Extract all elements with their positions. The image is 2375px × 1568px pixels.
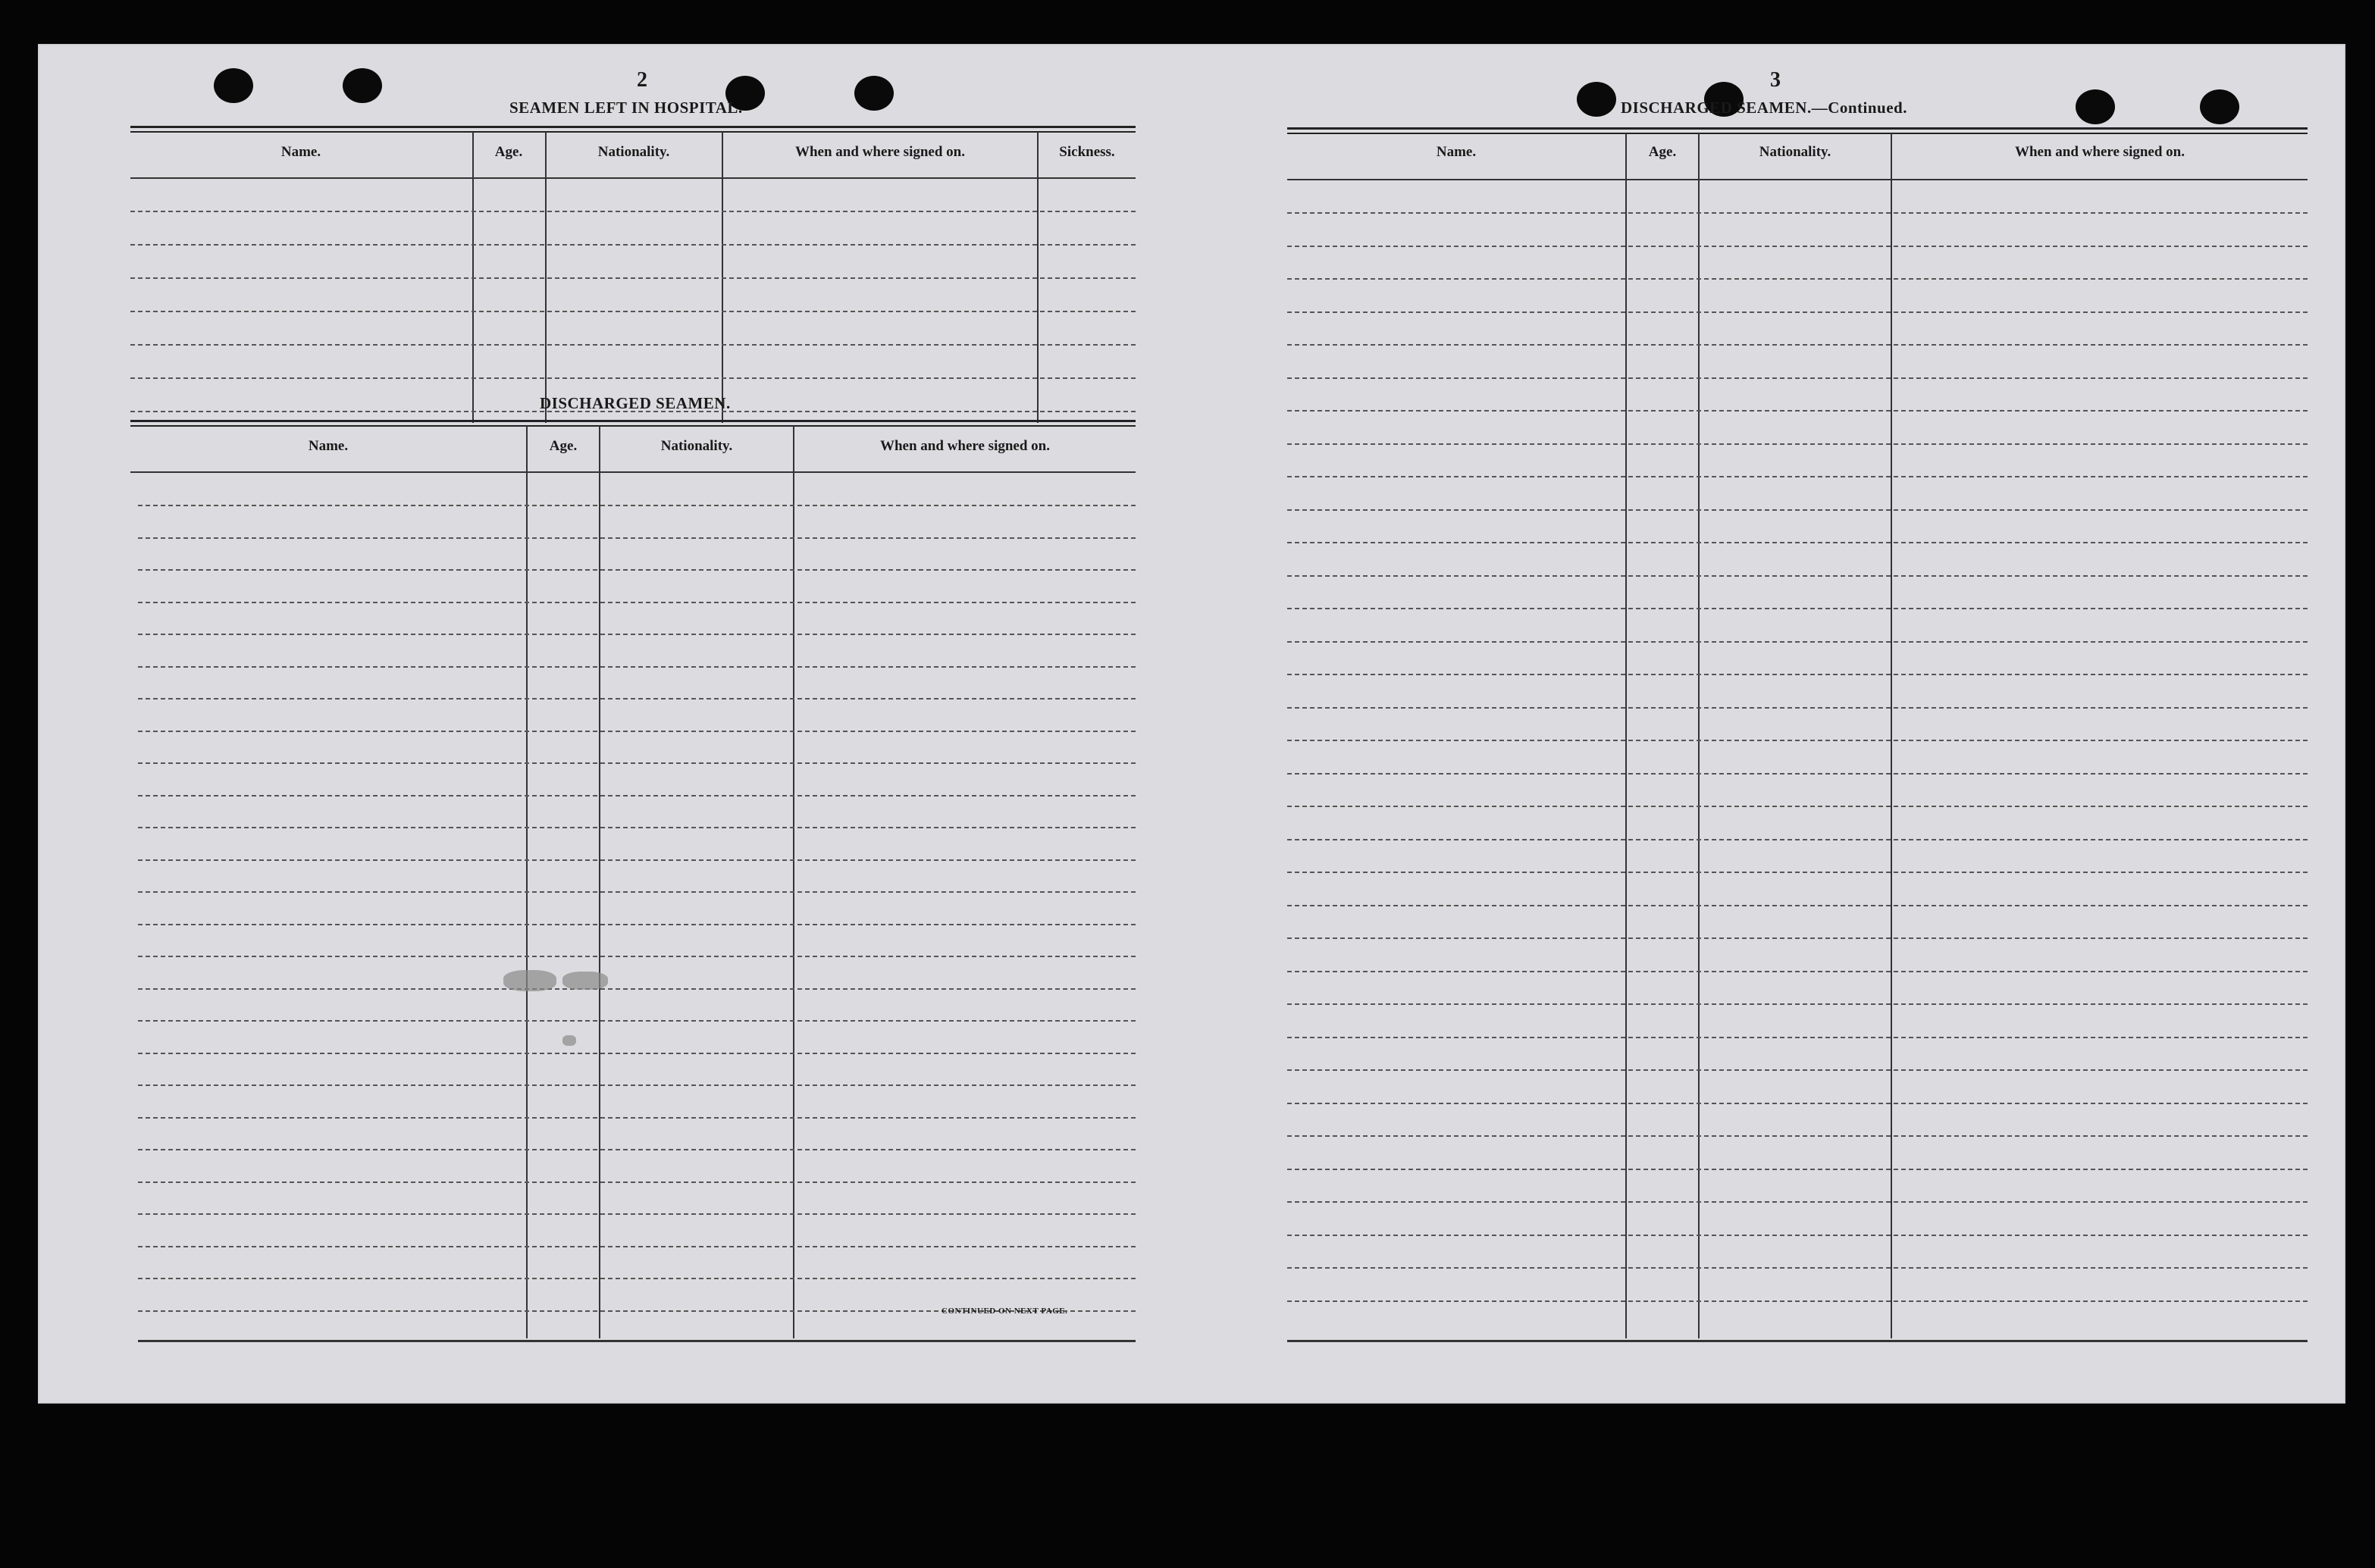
ruled-line <box>1287 443 2308 445</box>
discharged-header-rule <box>130 471 1136 473</box>
ruled-line <box>1287 905 2308 906</box>
ruled-line <box>138 891 1136 893</box>
ruled-line <box>1287 410 2308 412</box>
ruled-line <box>1287 806 2308 807</box>
ruled-line <box>130 211 1136 212</box>
ruled-line <box>138 1084 1136 1086</box>
right-col-nationality: Nationality. <box>1759 144 1831 160</box>
ruled-line <box>138 602 1136 603</box>
punch-hole <box>2200 89 2239 124</box>
left-page-number: 2 <box>637 68 647 92</box>
ruled-line <box>138 762 1136 764</box>
ruled-line <box>138 988 1136 990</box>
ruled-line <box>1287 641 2308 643</box>
ruled-line <box>1287 1300 2308 1302</box>
punch-hole <box>214 68 253 103</box>
right-col-divider <box>1698 133 1700 1338</box>
ruled-line <box>1287 674 2308 675</box>
ruled-line <box>1287 773 2308 775</box>
ruled-line <box>138 1053 1136 1054</box>
ruled-line <box>1287 278 2308 280</box>
ruled-line <box>138 666 1136 668</box>
discharged-section-title: DISCHARGED SEAMEN. <box>540 394 731 412</box>
ruled-line <box>138 956 1136 957</box>
ruled-line <box>138 827 1136 828</box>
ink-smudge <box>503 970 556 991</box>
ruled-line <box>130 244 1136 246</box>
right-table-top-rule <box>1287 127 2308 134</box>
discharged-col-divider <box>599 426 600 1338</box>
ruled-line <box>1287 1037 2308 1038</box>
ruled-line <box>1287 1069 2308 1071</box>
ruled-line <box>1287 1235 2308 1236</box>
ruled-line <box>1287 212 2308 214</box>
right-page-title: DISCHARGED SEAMEN.—Continued. <box>1621 99 1907 117</box>
ruled-line <box>138 1117 1136 1119</box>
ruled-line <box>138 634 1136 635</box>
ruled-line <box>1287 740 2308 741</box>
right-bottom-rule <box>1287 1340 2308 1342</box>
ruled-line <box>1287 311 2308 313</box>
ruled-line <box>138 1020 1136 1022</box>
punch-hole <box>1577 82 1616 117</box>
discharged-col-divider <box>793 426 794 1338</box>
document-sheet <box>38 44 2345 1404</box>
ruled-line <box>130 377 1136 379</box>
ink-smudge <box>562 972 608 990</box>
punch-hole <box>854 76 894 111</box>
ruled-line <box>1287 1103 2308 1104</box>
right-col-name: Name. <box>1436 144 1477 160</box>
ruled-line <box>1287 971 2308 972</box>
ruled-line <box>138 1181 1136 1183</box>
right-col-divider <box>1891 133 1892 1338</box>
ruled-line <box>1287 839 2308 840</box>
ruled-line <box>130 277 1136 279</box>
ruled-line <box>1287 707 2308 709</box>
hospital-section-title: SEAMEN LEFT IN HOSPITAL. <box>509 99 743 117</box>
ink-smudge <box>562 1035 576 1046</box>
ruled-line <box>1287 1169 2308 1170</box>
ruled-line <box>138 698 1136 699</box>
hospital-col-age: Age. <box>494 144 523 160</box>
ruled-line <box>1287 1267 2308 1269</box>
discharged-col-name: Name. <box>308 438 349 454</box>
discharged-col-age: Age. <box>549 438 578 454</box>
discharged-col-divider <box>526 426 528 1338</box>
hospital-header-rule <box>130 177 1136 179</box>
ruled-line <box>138 731 1136 732</box>
ruled-line <box>130 344 1136 346</box>
ruled-line <box>1287 542 2308 543</box>
ruled-line <box>1287 608 2308 609</box>
ruled-line <box>138 924 1136 925</box>
ruled-line <box>1287 246 2308 247</box>
ruled-line <box>1287 509 2308 511</box>
discharged-bottom-rule <box>138 1340 1136 1342</box>
hospital-col-sickness: Sickness. <box>1059 144 1115 160</box>
punch-hole <box>343 68 382 103</box>
ruled-line <box>138 569 1136 571</box>
ruled-line <box>1287 1003 2308 1005</box>
ruled-line <box>1287 575 2308 577</box>
ruled-line <box>138 1246 1136 1247</box>
ruled-line <box>138 795 1136 797</box>
right-col-signed-on: When and where signed on. <box>2014 144 2185 160</box>
discharged-col-signed-on: When and where signed on. <box>879 438 1050 454</box>
ruled-line <box>1287 476 2308 477</box>
ruled-line <box>1287 377 2308 379</box>
ruled-line <box>138 1149 1136 1150</box>
ruled-line <box>138 1278 1136 1279</box>
discharged-table-top-rule <box>130 420 1136 427</box>
ruled-line <box>1287 1201 2308 1203</box>
ruled-line <box>1287 937 2308 939</box>
ruled-line <box>130 311 1136 312</box>
hospital-col-nationality: Nationality. <box>597 144 670 160</box>
hospital-col-signed-on: When and where signed on. <box>794 144 965 160</box>
discharged-col-nationality: Nationality. <box>660 438 733 454</box>
ruled-line <box>138 1213 1136 1215</box>
right-page-number: 3 <box>1770 68 1781 92</box>
right-col-age: Age. <box>1648 144 1677 160</box>
right-col-divider <box>1625 133 1627 1338</box>
ruled-line <box>1287 872 2308 873</box>
ruled-line <box>138 859 1136 861</box>
punch-hole <box>2076 89 2115 124</box>
ruled-line <box>1287 344 2308 346</box>
ruled-line <box>138 505 1136 506</box>
ruled-line <box>1287 1135 2308 1137</box>
continued-footnote: CONTINUED ON NEXT PAGE. <box>942 1307 1068 1316</box>
ruled-line <box>138 537 1136 539</box>
hospital-table-top-rule <box>130 126 1136 133</box>
right-header-rule <box>1287 179 2308 180</box>
hospital-col-name: Name. <box>280 144 321 160</box>
